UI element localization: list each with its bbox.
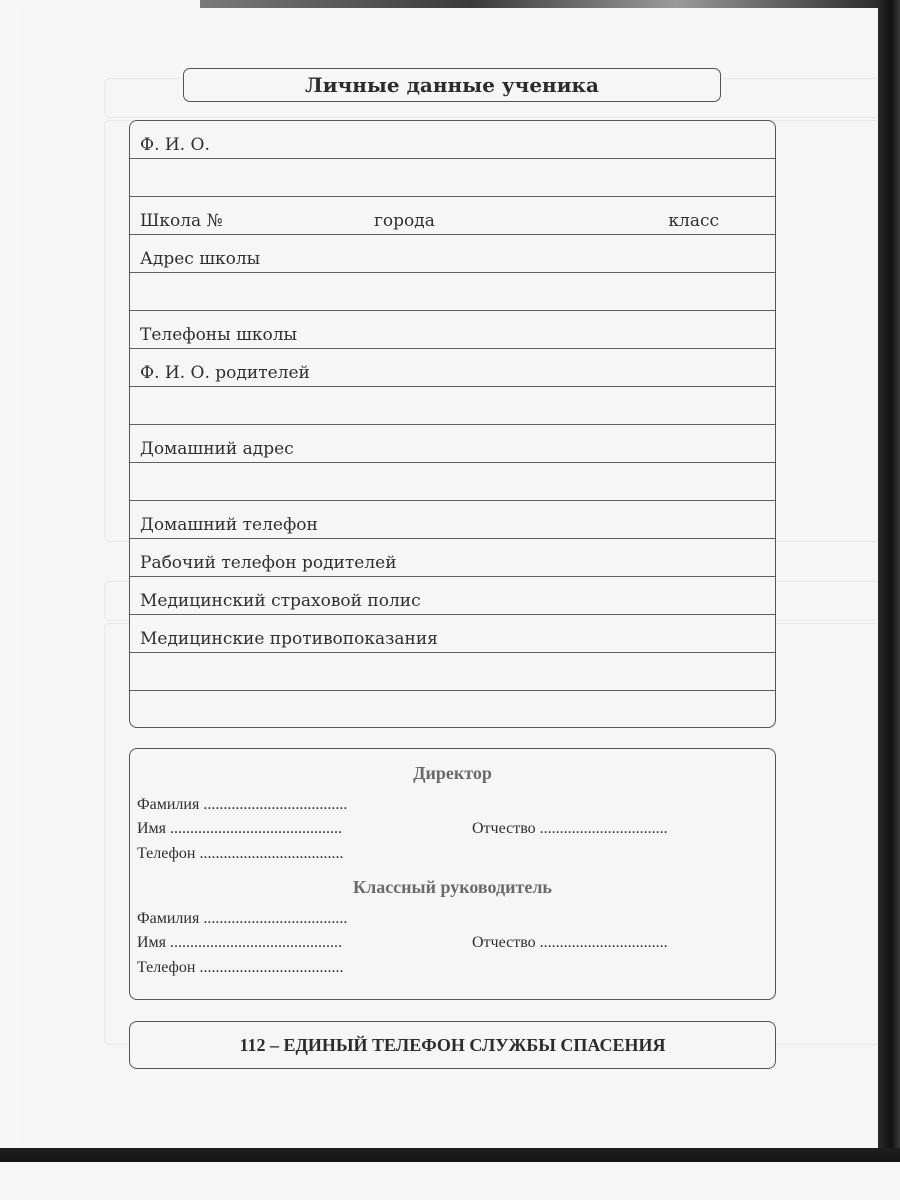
field-label: Медицинские противопоказания: [140, 629, 438, 649]
book-edge-bottom: [0, 1148, 900, 1162]
field-row-school-address[interactable]: [130, 235, 775, 273]
class-teacher-patronymic-field[interactable]: Отчество ................................: [472, 934, 668, 951]
field-row-school[interactable]: [130, 197, 775, 235]
cover-strip: [200, 0, 880, 8]
student-data-form: [129, 120, 776, 728]
contacts-section: [129, 748, 776, 1000]
field-label-class: класс: [668, 211, 719, 231]
director-title: Директор: [413, 763, 492, 783]
director-phone-field[interactable]: Телефон ....................................: [137, 845, 344, 862]
page-title: Личные данные ученика: [183, 68, 721, 102]
field-row-school-phones[interactable]: [130, 311, 775, 349]
director-surname-field[interactable]: Фамилия ....................................: [137, 796, 348, 813]
field-row-parents-work-phone[interactable]: [130, 539, 775, 577]
emergency-phone-banner: 112 – ЕДИНЫЙ ТЕЛЕФОН СЛУЖБЫ СПАСЕНИЯ: [129, 1021, 776, 1069]
field-row-insurance-policy[interactable]: [130, 577, 775, 615]
field-row-blank[interactable]: [130, 273, 775, 311]
field-label: Медицинский страховой полис: [140, 591, 421, 611]
field-row-blank[interactable]: [130, 463, 775, 501]
field-row-blank[interactable]: [130, 653, 775, 691]
field-row-blank[interactable]: [130, 691, 775, 729]
director-name-field[interactable]: Имя ...........................................: [137, 820, 343, 837]
class-teacher-surname-field[interactable]: Фамилия ....................................: [137, 910, 348, 927]
class-teacher-name-field[interactable]: Имя ...........................................: [137, 934, 343, 951]
field-row-parents-fio[interactable]: [130, 349, 775, 387]
field-row-contraindications[interactable]: [130, 615, 775, 653]
field-label: Ф. И. О.: [140, 135, 210, 155]
field-row-fio[interactable]: [130, 121, 775, 159]
book-edge-right: [878, 0, 900, 1158]
field-label: Телефоны школы: [140, 325, 298, 345]
class-teacher-phone-field[interactable]: Телефон ....................................: [137, 959, 344, 976]
field-row-blank[interactable]: [130, 159, 775, 197]
field-label-city: города: [374, 211, 435, 231]
field-label: Домашний телефон: [140, 515, 318, 535]
field-row-home-address[interactable]: [130, 425, 775, 463]
field-row-blank[interactable]: [130, 387, 775, 425]
director-patronymic-field[interactable]: Отчество ................................: [472, 820, 668, 837]
field-label: Домашний адрес: [140, 439, 294, 459]
class-teacher-title: Классный руководитель: [353, 877, 552, 897]
field-label: Ф. И. О. родителей: [140, 363, 310, 383]
field-row-home-phone[interactable]: [130, 501, 775, 539]
field-label: Адрес школы: [140, 249, 261, 269]
field-label: Рабочий телефон родителей: [140, 553, 397, 573]
field-label-school: Школа №: [140, 211, 223, 231]
